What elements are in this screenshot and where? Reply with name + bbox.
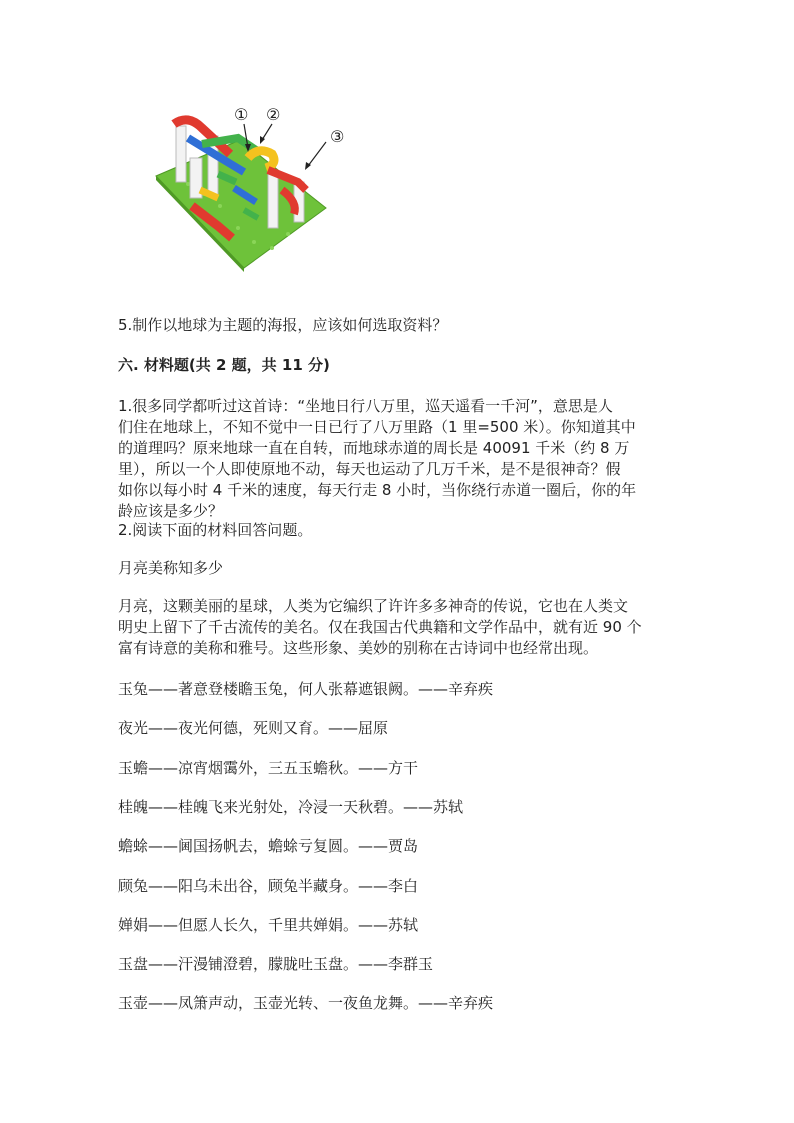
poem-line: 玉蟾——凉宵烟霭外，三五玉蟾秋。——方干 <box>118 759 419 777</box>
intro-line: 明史上留下了千古流传的美名。仅在我国古代典籍和文学作品中，就有近 90 个 <box>118 618 642 636</box>
intro-line: 富有诗意的美称和雅号。这些形象、美妙的别称在古诗词中也经常出现。 <box>118 639 599 657</box>
intro-line: 月亮，这颗美丽的星球，人类为它编织了许许多多神奇的传说，它也在人类文 <box>118 597 629 615</box>
poem-line: 玉盘——汗漫铺澄碧，朦胧吐玉盘。——李群玉 <box>118 955 434 973</box>
poem-line: 夜光——夜光何德，死则又育。——屈原 <box>118 719 389 737</box>
poem-line: 婵娟——但愿人长久，千里共婵娟。——苏轼 <box>118 916 419 934</box>
intro-paragraph <box>118 596 678 659</box>
arrow-3 <box>308 142 326 166</box>
poem-line: 顾兔——阳乌未出谷，顾兔半藏身。——李白 <box>118 877 419 895</box>
question-1 <box>118 396 678 522</box>
poem-line: 桂魄——桂魄飞来光射处，冷浸一天秋碧。——苏轼 <box>118 798 464 816</box>
question-1-line: 们住在地球上，不知不觉中一日已行了八万里路（1 里=500 米）。你知道其中 <box>118 418 636 436</box>
pillar <box>176 126 186 182</box>
question-1-line: 1.很多同学都听过这首诗：“坐地日行八万里，巡天遥看一千河”，意思是人 <box>118 397 613 415</box>
label-1: ① <box>234 105 249 124</box>
label-2: ② <box>266 105 281 124</box>
question-2: 2.阅读下面的材料回答问题。 <box>118 521 313 539</box>
marble-run-illustration <box>148 98 368 276</box>
arrow-2 <box>262 124 272 140</box>
question-1-line: 的道理吗？原来地球一直在自转，而地球赤道的周长是 40091 千米（约 8 万 <box>118 439 630 457</box>
poem-line: 玉兔——著意登楼瞻玉兔，何人张幕遮银阙。——辛弃疾 <box>118 680 494 698</box>
question-1-line: 如你以每小时 4 千米的速度，每天行走 8 小时，当你绕行赤道一圈后，你的年 <box>118 481 637 499</box>
question-5: 5.制作以地球为主题的海报，应该如何选取资料？ <box>118 316 448 334</box>
section-heading: 六. 材料题(共 2 题，共 11 分) <box>118 356 330 374</box>
article-title: 月亮美称知多少 <box>118 559 224 577</box>
question-1-line: 龄应该是多少？ <box>118 502 224 520</box>
question-1-line: 里），所以一个人即使原地不动，每天也运动了几万千米，是不是很神奇？假 <box>118 460 621 478</box>
poem-line: 蟾蜍——阃国扬帆去，蟾蜍亏复圆。——贾岛 <box>118 837 419 855</box>
label-3: ③ <box>330 127 345 146</box>
pillar <box>268 172 278 228</box>
marble-run-figure <box>148 98 368 276</box>
poem-line: 玉壶——凤箫声动，玉壶光转、一夜鱼龙舞。——辛弃疾 <box>118 994 494 1012</box>
